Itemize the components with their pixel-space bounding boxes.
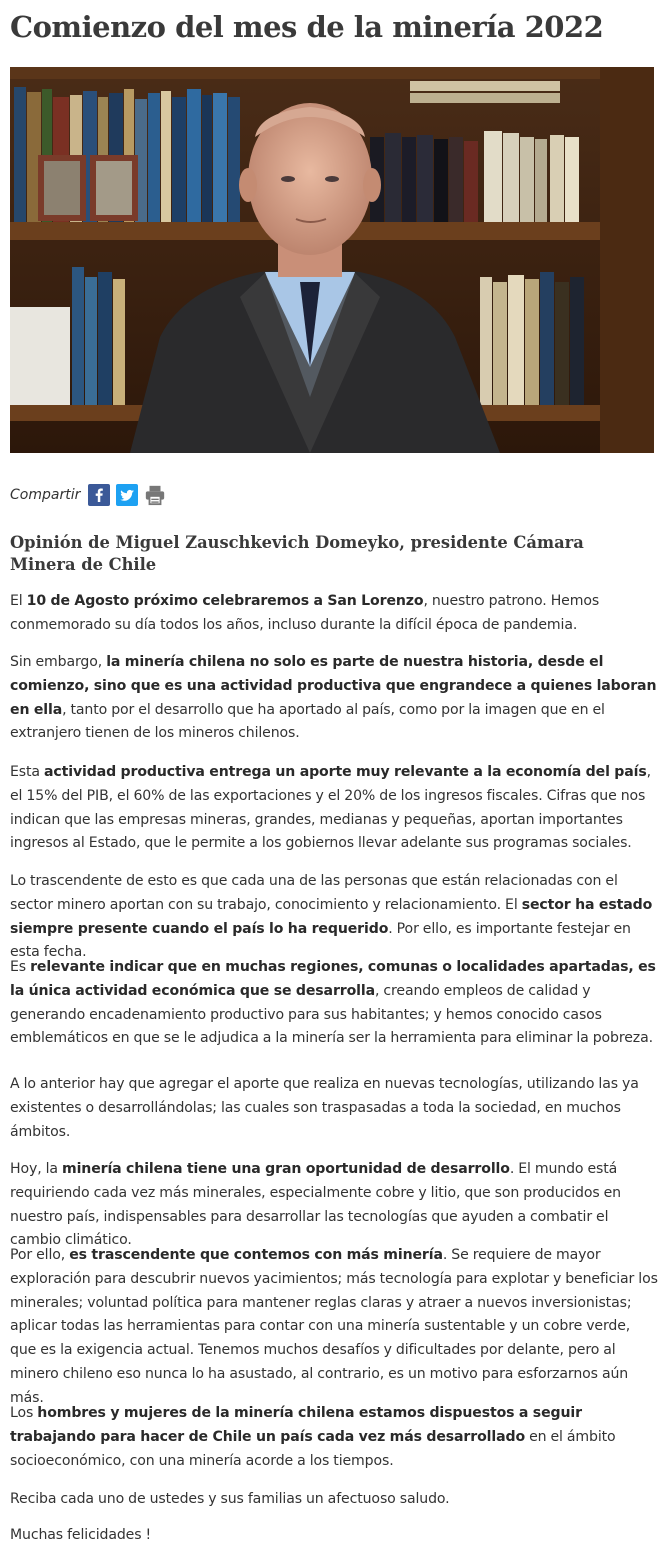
article-subtitle: Opinión de Miguel Zauschkevich Domeyko, presidente Cámara Minera de Chile (10, 533, 584, 574)
share-label: Compartir (10, 487, 81, 503)
share-bar (10, 482, 166, 508)
paragraph-3: Esta actividad productiva entrega un aporte muy relevante a la economía del país, el 15% del PIB, el 60% de las exportaciones y el 20% de los ingresos fiscales. Cifras que nos indican que las empresas mineras, grandes, medianas y pequeñas, aportan importantes ingresos al Estado, que le permite a los gobiernos llevar adelante sus programas sociales. (10, 764, 652, 852)
article-title: Comienzo del mes de la minería 2022 (10, 10, 604, 44)
paragraph-5: Es relevante indicar que en muchas regiones, comunas o localidades apartadas, es la única actividad económica que se desarrolla, creando empleos de calidad y generando encadenamiento productivo para sus habitantes; y hemos conocido casos emblemáticos en que se le adjudica a la minería ser la herramienta para eliminar la pobreza. (10, 959, 656, 1047)
twitter-icon[interactable] (116, 484, 138, 506)
paragraph-1: El 10 de Agosto próximo celebraremos a San Lorenzo, nuestro patrono. Hemos conmemorado su día todos los años, incluso durante la difícil época de pandemia. (10, 593, 600, 633)
paragraph-11: Muchas felicidades ! (10, 1527, 152, 1543)
paragraph-6: A lo anterior hay que agregar el aporte que realiza en nuevas tecnologías, utilizando las ya existentes o desarrollándolas; las cuales son traspasadas a toda la sociedad, en muchos ámbitos. (10, 1076, 639, 1140)
paragraph-4: Lo trascendente de esto es que cada una de las personas que están relacionadas con el sector minero aportan con su trabajo, conocimiento y relacionamiento. El sector ha estado siempre presente cuando el país lo ha requerido. Por ello, es importante festejar en esta fecha. (10, 873, 653, 961)
paragraph-10: Reciba cada uno de ustedes y sus familias un afectuoso saludo. (10, 1491, 450, 1507)
paragraph-9: Los hombres y mujeres de la minería chilena estamos dispuestos a seguir trabajando para hacer de Chile un país cada vez más desarrollado en el ámbito socioeconómico, con una minería acorde a los tiempos. (10, 1405, 616, 1469)
paragraph-7: Hoy, la minería chilena tiene una gran oportunidad de desarrollo. El mundo está requiriendo cada vez más minerales, especialmente cobre y litio, que son producidos en nuestro país, indispensables para desarrollar las tecnologías que ayuden a combatir el cambio climático. (10, 1161, 621, 1249)
paragraph-8: Por ello, es trascendente que contemos con más minería. Se requiere de mayor exploración para descubrir nuevos yacimientos; más tecnología para explotar y beneficiar los minerales; voluntad política para mantener reglas claras y atraer a nuevos inversionistas; aplicar todas las herramientas para contar con una minería sustentable y un cobre verde, que es la exigencia actual. Tenemos muchos desafíos y dificultades por delante, pero al minero chileno eso nunca lo ha asustado, al contrario, es un motivo para esforzarnos aún más. (10, 1247, 658, 1406)
portrait-image (10, 67, 654, 453)
facebook-icon[interactable] (88, 484, 110, 506)
paragraph-2: Sin embargo, la minería chilena no solo es parte de nuestra historia, desde el comienzo, sino que es una actividad productiva que engrandece a quienes laboran en ella, tanto por el desarrollo que ha aportado al país, como por la imagen que en el extranjero tienen de los mineros chilenos. (10, 654, 657, 742)
print-icon[interactable] (144, 484, 166, 506)
article-photo (10, 67, 654, 453)
